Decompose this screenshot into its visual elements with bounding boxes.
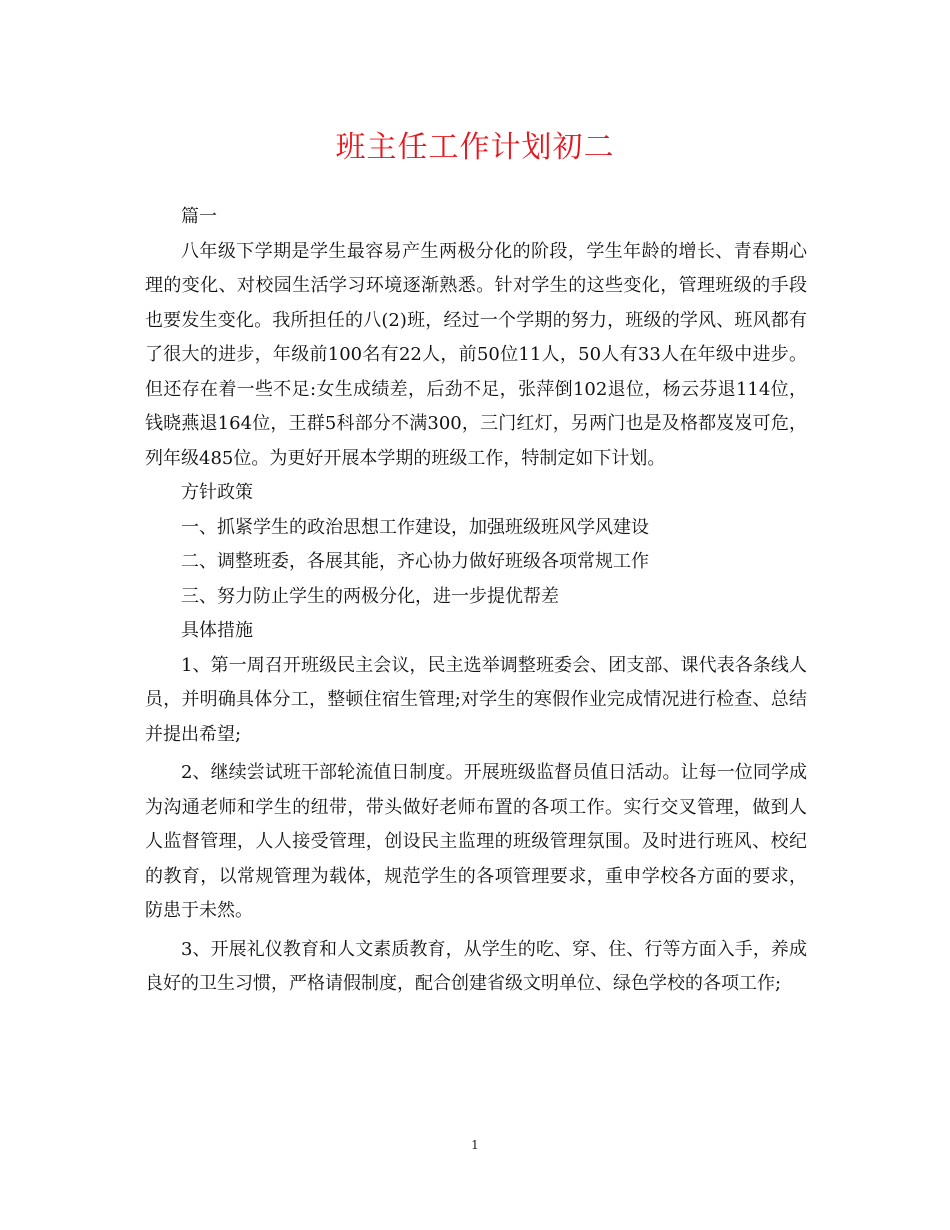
policy-item-3: 三、努力防止学生的两极分化，进一步提优帮差 [181, 585, 559, 607]
document-title: 班主任工作计划初二 [335, 130, 615, 165]
measure-item-2: 2、继续尝试班干部轮流值日制度。开展班级监督员值日活动。让每一位同学成为沟通老师和学生的纽带，带头做好老师布置的各项工作。实行交叉管理，做到人人监督管理，人人接受管理，创设民主监理的班级管理氛围。及时进行班风、校纪的教育，以常规管理为载体，规范学生的各项管理要求，重申学校各方面的要求，防患于未然。 [145, 762, 807, 921]
section-heading-policy: 方针政策 [181, 482, 253, 503]
document-body [145, 200, 807, 1002]
measure-item-3: 3、开展礼仪教育和人文素质教育，从学生的吃、穿、住、行等方面入手，养成良好的卫生习惯，严格请假制度，配合创建省级文明单位、绿色学校的各项工作; [145, 938, 807, 994]
policy-item-2: 二、调整班委，各展其能，齐心协力做好班级各项常规工作 [181, 551, 649, 572]
intro-paragraph: 八年级下学期是学生最容易产生两极分化的阶段，学生年龄的增长、青春期心理的变化、对校园生活学习环境逐渐熟悉。针对学生的这些变化，管理班级的手段也要发生变化。我所担任的八(2)班，经过一个学期的努力，班级的学风、班风都有了很大的进步，年级前100名有22人，前50位11人，50人有33人在年级中进步。但还存在着一些不足:女生成绩差，后劲不足，张萍倒102退位，杨云芬退114位，钱晓燕退164位，王群5科部分不满300，三门红灯，另两门也是及格都岌岌可危，列年级485位。为更好开展本学期的班级工作，特制定如下计划。 [145, 240, 807, 469]
section-heading-measures: 具体措施 [181, 620, 253, 641]
measure-item-1: 1、第一周召开班级民主会议，民主选举调整班委会、团支部、课代表各条线人员，并明确具体分工，整顿住宿生管理;对学生的寒假作业完成情况进行检查、总结并提出希望; [145, 654, 807, 745]
section-label-pian-yi: 篇一 [181, 206, 217, 227]
policy-item-1: 一、抓紧学生的政治思想工作建设，加强班级班风学风建设 [181, 516, 649, 538]
page-number: 1 [471, 1138, 479, 1152]
